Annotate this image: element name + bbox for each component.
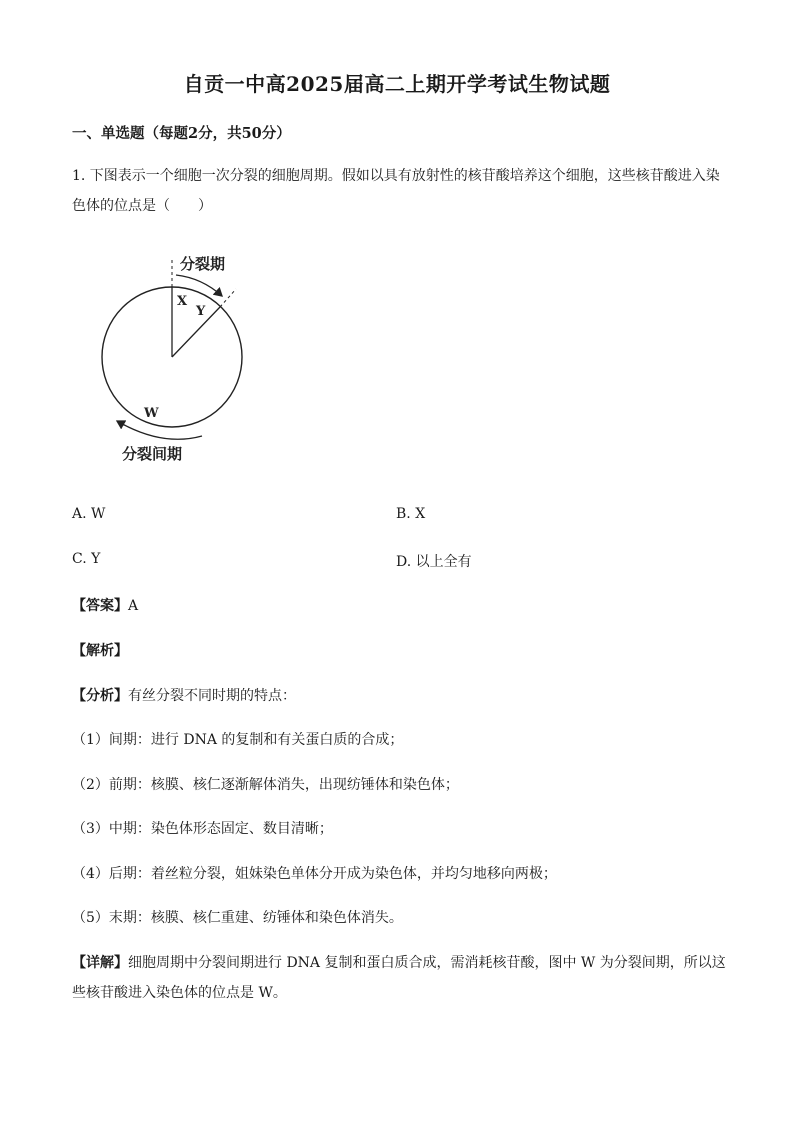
fenxi-text: 有丝分裂不同时期的特点： (128, 688, 296, 704)
question-stem-line-1: 1. 下图表示一个细胞一次分裂的细胞周期。假如以具有放射性的核苷酸培养这个细胞，这些核苷酸进入染 (72, 168, 720, 184)
section-heading: 一、单选题（每题2分，共50分） (72, 125, 291, 142)
question-stem-line-2: 色体的位点是（ ） (72, 198, 212, 214)
label-division: 分裂期 (180, 255, 226, 273)
document-title: 自贡一中高2025届高二上期开学考试生物试题 (183, 72, 611, 96)
detail-line-1: 细胞周期中分裂间期进行 DNA 复制和蛋白质合成，需消耗核苷酸，图中 W 为分裂间期，所以这 (128, 955, 726, 971)
fenxi-item-2: （2）前期：核膜、核仁逐渐解体消失，出现纺锤体和染色体； (72, 777, 459, 793)
fenxi-item-5: （5）末期：核膜、核仁重建、纺锤体和染色体消失。 (72, 910, 403, 926)
cell-cycle-diagram (90, 245, 280, 470)
fenxi-item-3: （3）中期：染色体形态固定、数目清晰； (72, 821, 333, 837)
fenxi-item-4: （4）后期：着丝粒分裂，姐妹染色单体分开成为染色体，并均匀地移向两极； (72, 866, 557, 882)
answer-tag: 【答案】 (72, 598, 128, 614)
dashed-extension-diagonal (220, 289, 236, 307)
interphase-arrow (117, 421, 202, 439)
answer-value: A (128, 598, 139, 614)
analysis-row (72, 640, 128, 660)
label-w: W (144, 406, 159, 421)
option-c: C. Y (72, 551, 101, 567)
fenxi-row (72, 685, 296, 705)
label-interphase: 分裂间期 (122, 445, 183, 463)
analysis-tag: 【解析】 (72, 643, 128, 659)
fenxi-tag: 【分析】 (72, 688, 128, 704)
detail-tag: 【详解】 (72, 955, 128, 971)
option-a: A. W (72, 506, 106, 522)
option-b: B. X (396, 506, 426, 522)
detail-row-1 (72, 952, 726, 972)
label-x: X (177, 294, 188, 309)
answer-row (72, 595, 138, 615)
fenxi-item-1: （1）间期：进行 DNA 的复制和有关蛋白质的合成； (72, 732, 404, 748)
option-d: D. 以上全有 (396, 554, 472, 570)
detail-line-2: 些核苷酸进入染色体的位点是 W。 (72, 985, 287, 1001)
label-y: Y (196, 304, 206, 319)
